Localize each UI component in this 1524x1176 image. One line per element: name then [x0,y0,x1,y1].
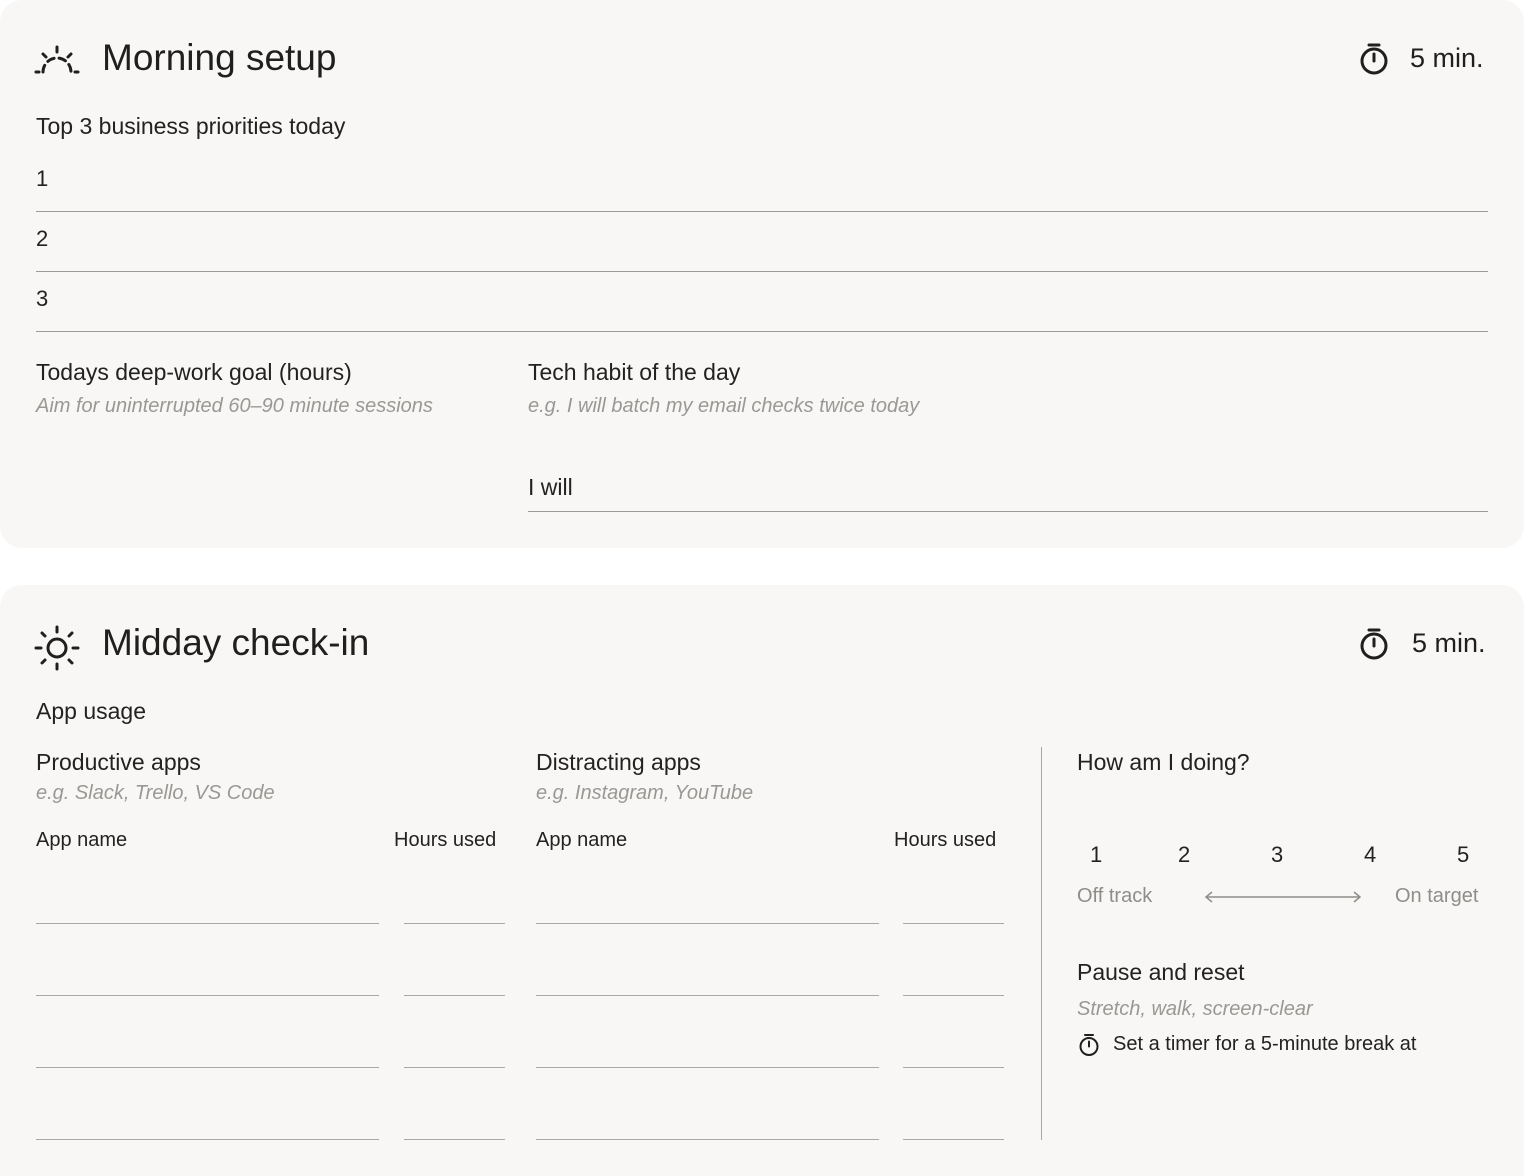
rating-option-1[interactable]: 1 [1090,842,1103,867]
tech-habit-prefix: I will [528,474,573,500]
productive-app-name-field[interactable] [36,1139,379,1140]
distracting-app-name-field[interactable] [536,923,879,924]
sunrise-icon [34,44,80,78]
priority-3-field[interactable] [36,331,1488,332]
rating-low-label: Off track [1077,885,1153,907]
productive-apps-label: Productive apps [36,749,201,775]
distracting-hours-field[interactable] [903,995,1004,996]
deep-work-label: Todays deep-work goal (hours) [36,359,352,385]
productive-hours-field[interactable] [404,1067,505,1068]
distracting-hours-field[interactable] [903,1067,1004,1068]
rating-option-2[interactable]: 2 [1178,842,1191,867]
productive-app-name-field[interactable] [36,1067,379,1068]
column-divider [1041,747,1042,1140]
double-arrow-icon [1204,889,1362,905]
productive-col-hours: Hours used [394,829,497,851]
distracting-apps-label: Distracting apps [536,749,701,775]
productive-hours-field[interactable] [404,1139,505,1140]
priority-number-2: 2 [36,226,49,251]
productive-col-app-name: App name [36,829,128,851]
deep-work-hint: Aim for uninterrupted 60–90 minute sessions [36,395,433,417]
app-usage-label: App usage [36,698,146,724]
productive-app-name-field[interactable] [36,995,379,996]
rating-high-label: On target [1395,885,1479,907]
priority-number-1: 1 [36,166,49,191]
distracting-col-app-name: App name [536,829,628,851]
duration-label: 5 min. [1412,628,1486,658]
productive-hours-field[interactable] [404,995,505,996]
priorities-label: Top 3 business priorities today [36,113,346,139]
productive-app-name-field[interactable] [36,923,379,924]
productive-hours-field[interactable] [404,923,505,924]
distracting-col-hours: Hours used [894,829,997,851]
morning-setup-card [0,0,1524,548]
priority-1-field[interactable] [36,211,1488,212]
sun-icon [34,625,80,671]
pause-label: Pause and reset [1077,959,1245,985]
tech-habit-field[interactable] [528,511,1488,512]
stopwatch-icon [1358,42,1390,76]
rating-option-4[interactable]: 4 [1364,842,1377,867]
productive-apps-hint: e.g. Slack, Trello, VS Code [36,782,275,804]
tech-habit-hint: e.g. I will batch my email checks twice today [528,395,920,417]
distracting-app-name-field[interactable] [536,1139,879,1140]
section-title: Morning setup [102,37,337,78]
pause-hint: Stretch, walk, screen-clear [1077,998,1313,1020]
distracting-hours-field[interactable] [903,923,1004,924]
tech-habit-label: Tech habit of the day [528,359,741,385]
distracting-app-name-field[interactable] [536,995,879,996]
section-title: Midday check-in [102,622,370,663]
distracting-apps-hint: e.g. Instagram, YouTube [536,782,754,804]
priority-2-field[interactable] [36,271,1488,272]
distracting-app-name-field[interactable] [536,1067,879,1068]
break-timer-text: Set a timer for a 5-minute break at [1113,1033,1417,1055]
midday-checkin-card [0,585,1524,1176]
distracting-hours-field[interactable] [903,1139,1004,1140]
duration-label: 5 min. [1410,43,1484,73]
rating-option-3[interactable]: 3 [1271,842,1284,867]
priority-number-3: 3 [36,286,49,311]
rating-label: How am I doing? [1077,749,1250,775]
stopwatch-icon [1358,627,1390,661]
stopwatch-icon [1078,1033,1100,1057]
rating-option-5[interactable]: 5 [1457,842,1470,867]
